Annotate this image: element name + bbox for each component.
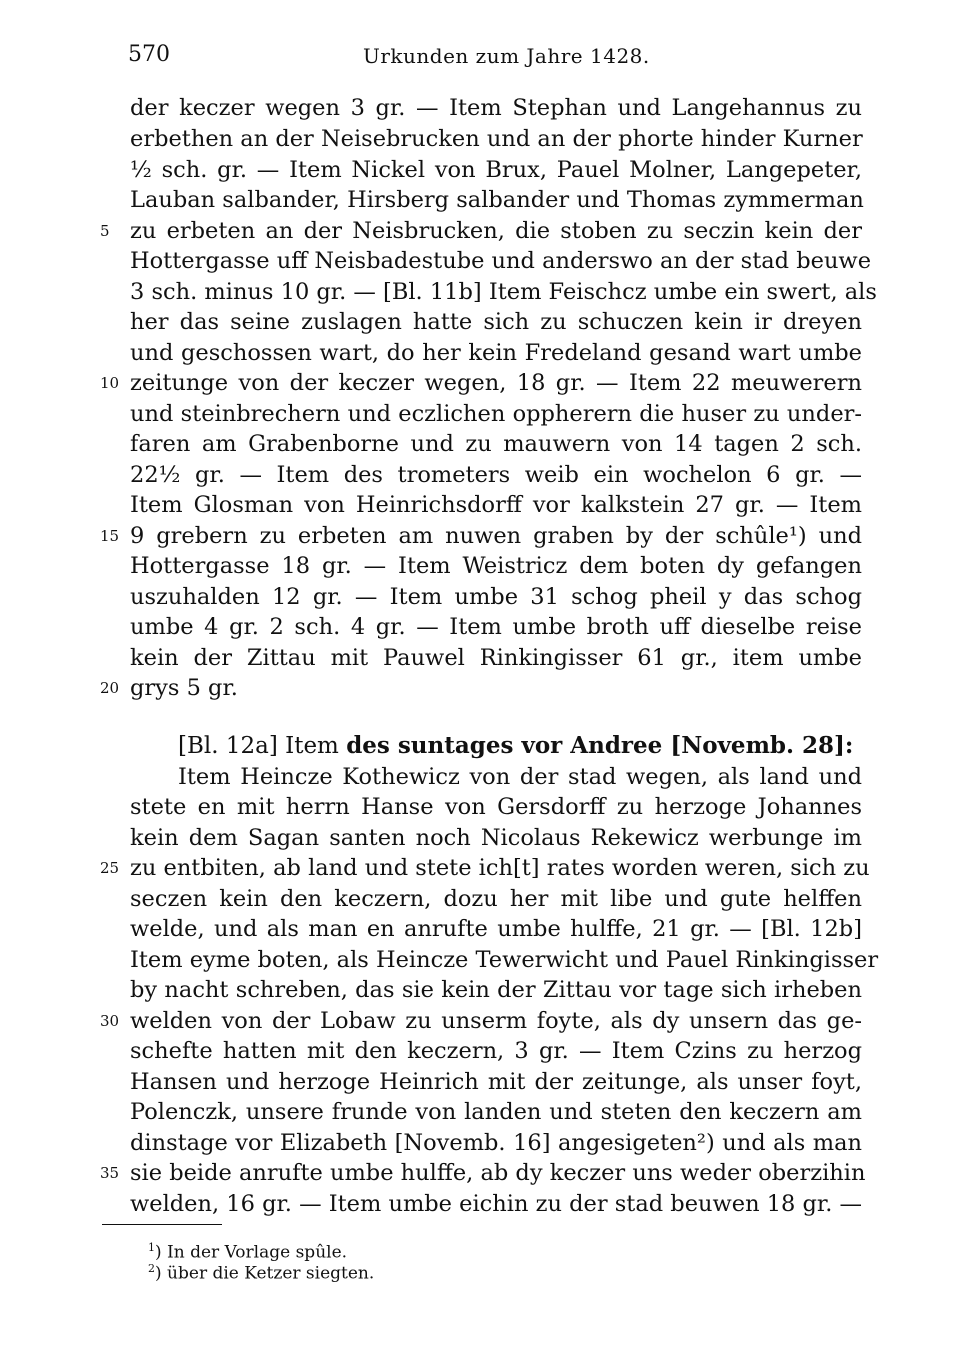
page-number: 570 [128,42,170,67]
text-line: seczen kein den keczern, dozu her mit libe und gute helffen [130,886,862,912]
text-line: sie beide anrufte umbe hulffe, ab dy keczer uns weder oberzihin [130,1160,866,1186]
text-line: umbe 4 gr. 2 sch. 4 gr. — Item umbe broth uff dieselbe reise [130,614,862,640]
text-line: Item Heincze Kothewicz von der stad wegen, als land und [178,764,862,790]
line-number: 15 [100,527,120,545]
text-line: der keczer wegen 3 gr. — Item Stephan und Langehannus zu [130,95,862,121]
text-line: schefte hatten mit den keczern, 3 gr. — Item Czins zu herzog [130,1038,862,1064]
text-line: Polenczk, unsere frunde von landen und steten den keczern am [130,1099,862,1125]
footnote-rule [102,1224,222,1225]
footnote: $^1$) In der Vorlage spûle. [148,1241,348,1263]
footnote: $^2$) über die Ketzer siegten. [148,1262,375,1284]
line-number: 5 [100,222,110,240]
text-line: grys 5 gr. [130,675,238,701]
text-line: Item eyme boten, als Heincze Tewerwicht und Pauel Rinkingisser [130,947,879,973]
line-number: 30 [100,1012,120,1030]
heading-ref: [Bl. 12a] Item [178,733,339,759]
text-line: welden von der Lobaw zu unserm foyte, als dy unsern das ge- [130,1008,862,1034]
text-line: Hansen und herzoge Heinrich mit der zeitunge, als unser foyt, [130,1069,862,1095]
text-line: 3 sch. minus 10 gr. — [Bl. 11b] Item Feischcz umbe ein swert, als [130,279,877,305]
text-line: kein dem Sagan santen noch Nicolaus Rekewicz werbunge im [130,825,862,851]
text-line: zeitunge von der keczer wegen, 18 gr. — Item 22 meuwerern [130,370,862,396]
text-line: Lauban salbander, Hirsberg salbander und Thomas zymmerman [130,187,864,213]
text-line: 9 grebern zu erbeten am nuwen graben by der schûle¹) und [130,523,862,549]
text-line: kein der Zittau mit Pauwel Rinkingisser 61 gr., item umbe [130,645,862,671]
footnote-mark: 1 [148,1241,155,1254]
running-title: Urkunden zum Jahre 1428. [363,44,650,68]
text-line: welden, 16 gr. — Item umbe eichin zu der stad beuwen 18 gr. — [130,1191,862,1217]
text-line: dinstage vor Elizabeth [Novemb. 16] angesigeten²) und als man [130,1130,862,1156]
text-line: und steinbrechern und eczlichen oppherern die huser zu under- [130,401,862,427]
line-number: 25 [100,859,120,877]
section-heading [178,731,854,761]
text-line: ½ sch. gr. — Item Nickel von Brux, Pauel Molner, Langepeter, [130,157,862,183]
text-line: by nacht schreben, das sie kein der Zittau vor tage sich irheben [130,977,862,1003]
text-line: erbethen an der Neisebrucken und an der phorte hinder Kurner [130,126,863,152]
footnote-text: In der Vorlage spûle. [167,1242,348,1263]
heading-bold: des suntages vor Andree [Novemb. 28]: [346,732,854,759]
text-line: faren am Grabenborne und zu mauwern von 14 tagen 2 sch. [130,431,862,457]
text-line: Hottergasse uff Neisbadestube und anderswo an der stad beuwe [130,248,872,274]
text-line: Hottergasse 18 gr. — Item Weistricz dem boten dy gefangen [130,553,862,579]
text-line: 22½ gr. — Item des trometers weib ein wochelon 6 gr. — [130,462,862,488]
text-line: Item Glosman von Heinrichsdorff vor kalkstein 27 gr. — Item [130,492,862,518]
text-line: stete en mit herrn Hanse von Gersdorff zu herzoge Johannes [130,794,862,820]
line-number: 20 [100,679,120,697]
text-line: zu entbiten, ab land und stete ich[t] rates worden weren, sich zu [130,855,870,881]
text-line: uszuhalden 12 gr. — Item umbe 31 schog pheil y das schog [130,584,862,610]
line-number: 35 [100,1164,120,1182]
footnote-text: über die Ketzer siegten. [167,1263,375,1284]
footnote-mark: 2 [148,1262,155,1275]
text-line: welde, und als man en anrufte umbe hulffe, 21 gr. — [Bl. 12b] [130,916,862,942]
text-line: zu erbeten an der Neisbrucken, die stoben zu seczin kein der [130,218,862,244]
text-line: und geschossen wart, do her kein Fredeland gesand wart umbe [130,340,862,366]
line-number: 10 [100,374,120,392]
text-line: her das seine zuslagen hatte sich zu schuczen kein ir dreyen [130,309,862,335]
page-header [128,42,863,72]
